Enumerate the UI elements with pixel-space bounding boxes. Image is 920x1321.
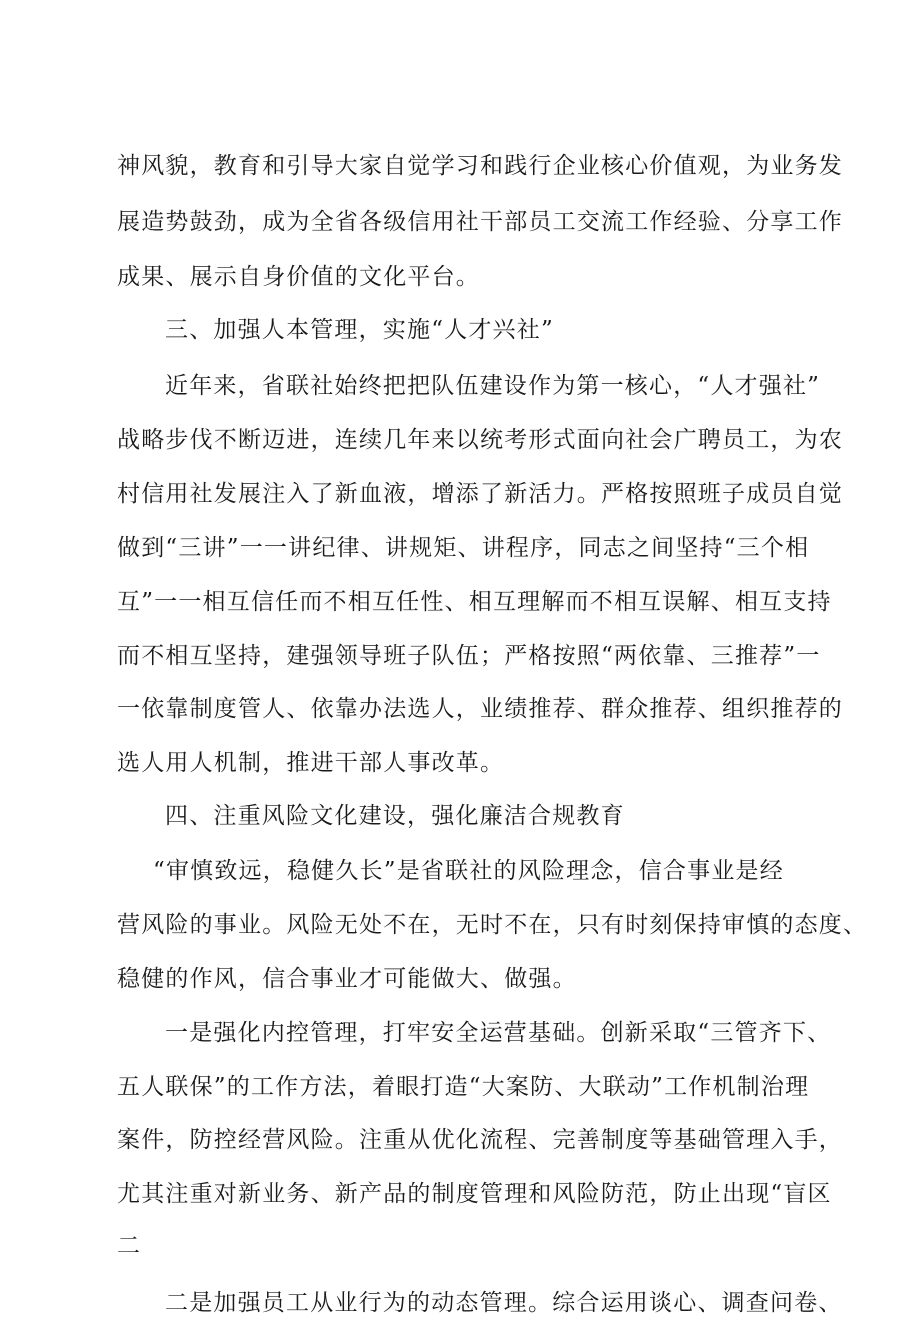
text-line: 案件，防控经营风险。注重从优化流程、完善制度等基础管理入手， (117, 1127, 843, 1153)
text-line: 选人用人机制，推进干部人事改革。 (117, 750, 505, 776)
text-line: 五人联保”的工作方法，着眼打造“大案防、大联动”工作机制治理 (117, 1074, 810, 1100)
text-line: 而不相互坚持，建强领导班子队伍；严格按照“两依靠、三推荐”一 (117, 643, 821, 669)
text-line: 二 (117, 1233, 142, 1259)
text-line: 神风貌，教育和引导大家自觉学习和践行企业核心价值观，为业务发 (117, 153, 843, 179)
text-line: 做到“三讲”一一讲纪律、讲规矩、讲程序，同志之间坚持“三个相 (117, 535, 810, 561)
text-line: 展造势鼓劲，成为全省各级信用社干部员工交流工作经验、分享工作 (117, 209, 843, 235)
text-line: 二是加强员工从业行为的动态管理。综合运用谈心、调查问卷、 (165, 1290, 843, 1316)
section-heading-3: 三、加强人本管理，实施“人才兴社” (165, 317, 554, 343)
text-line: 一依靠制度管人、依靠办法选人，业绩推荐、群众推荐、组织推荐的 (117, 696, 843, 722)
text-line: “审慎致远，稳健久长”是省联社的风险理念，信合事业是经 (153, 858, 784, 884)
text-line: 互”一一相互信任而不相互任性、相互理解而不相互误解、相互支持 (117, 589, 832, 615)
text-line: 村信用社发展注入了新血液，增添了新活力。严格按照班子成员自觉 (117, 481, 843, 507)
text-line: 稳健的作风，信合事业才可能做大、做强。 (117, 966, 577, 992)
text-line: 营风险的事业。风险无处不在，无时不在，只有时刻保持审慎的态度、 (117, 912, 868, 938)
text-line: 尤其注重对新业务、新产品的制度管理和风险防范，防止出现“盲区 (117, 1181, 832, 1207)
text-line: 一是强化内控管理，打牢安全运营基础。创新采取“三管齐下、 (165, 1020, 832, 1046)
text-line: 成果、展示自身价值的文化平台。 (117, 264, 480, 290)
text-line: 近年来，省联社始终把把队伍建设作为第一核心，“人才强社” (165, 373, 821, 399)
text-line: 战略步伐不断迈进，连续几年来以统考形式面向社会广聘员工，为农 (117, 427, 843, 453)
section-heading-4: 四、注重风险文化建设，强化廉洁合规教育 (165, 803, 625, 829)
